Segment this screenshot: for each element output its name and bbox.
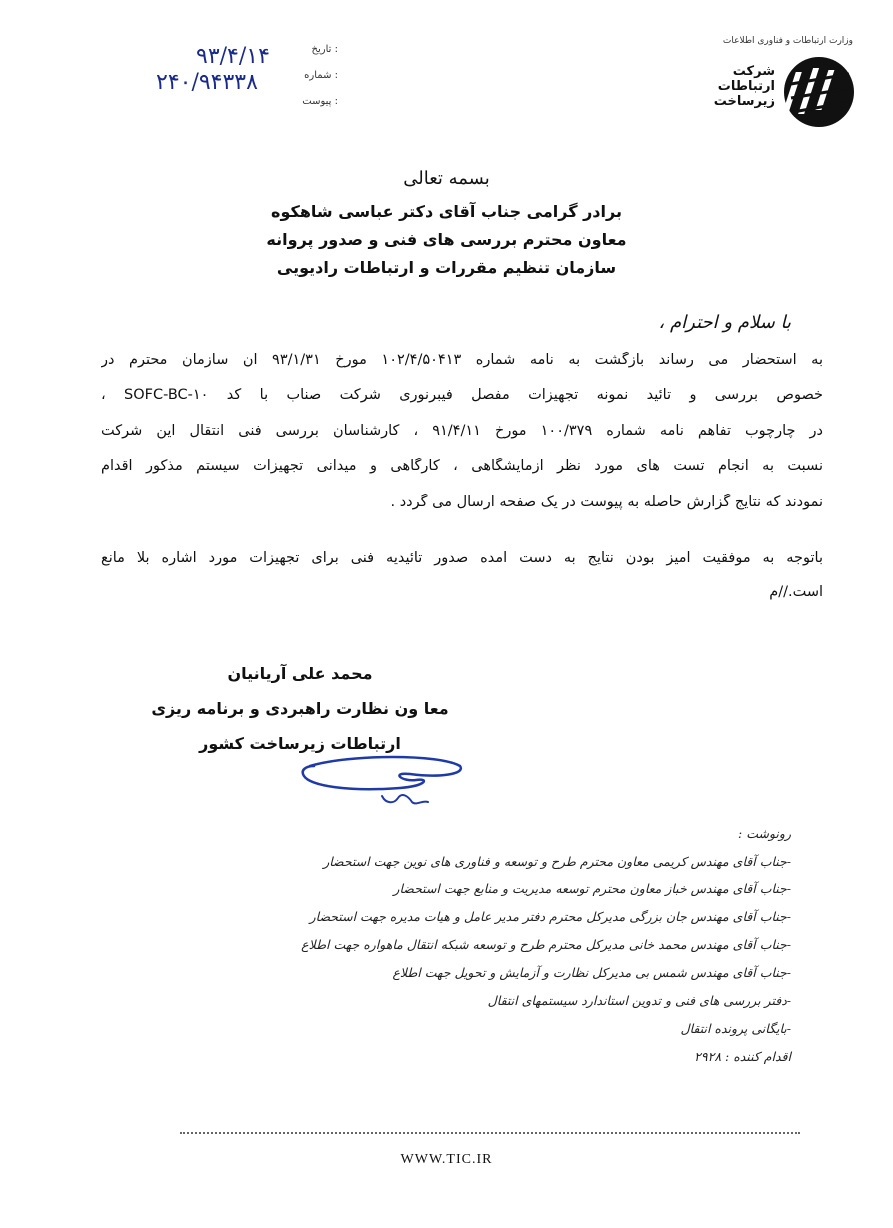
author-code: اقدام کننده : ۲۹۲۸ xyxy=(694,1049,791,1064)
body-line-3: در چارچوب تفاهم نامه شماره ۱۰۰/۳۷۹ مورخ ۹۱/۴/۱۱ ، کارشناسان بررسی فنی انتقال این شرکت xyxy=(101,423,823,439)
handwritten-date: ۹۳/۴/۱۴ xyxy=(196,44,270,69)
cc-item: -جناب آقای مهندس جان بزرگی مدیرکل محترم دفتر مدیر عامل و هیات مدیره جهت استحضار xyxy=(309,909,791,924)
greeting: با سلام و احترام ، xyxy=(658,312,791,333)
cc-heading: رونوشت : xyxy=(738,826,791,841)
logo-line-1: شرکت xyxy=(732,64,775,79)
number-label: : شماره xyxy=(304,70,338,81)
body-line-1: به استحضار می رساند بازگشت به نامه شماره ۱۰۲/۴/۵۰۴۱۳ مورخ ۹۳/۱/۳۱ آن سازمان محترم در xyxy=(101,352,823,368)
body-line-5: نمودند که نتایج گزارش حاصله به پیوست در یک صفحه ارسال می گردد . xyxy=(390,494,823,510)
body-line-7: است.//م xyxy=(769,584,823,600)
cc-item: -جناب آقای مهندس کریمی معاون محترم طرح و توسعه و فناوری های نوین جهت استحضار xyxy=(323,854,791,869)
logo-line-3: زیرساخت xyxy=(713,94,775,109)
ministry-name: وزارت ارتباطات و فناوری اطلاعات xyxy=(722,36,853,46)
handwritten-number: ۲۴۰/۹۴۳۳۸ xyxy=(156,70,258,95)
footer-divider xyxy=(180,1132,800,1134)
body-line-2: خصوص بررسی و تائید نمونه تجهیزات مفصل فیبرنوری شرکت صناب با کد SOFC-BC-۱۰ ، xyxy=(101,387,823,403)
cc-item: -جناب آقای مهندس خباز معاون محترم توسعه مدیریت و منابع جهت استحضار xyxy=(393,881,791,896)
cc-item: -جناب آقای مهندس شمس بی مدیرکل نظارت و آزمایش و تحویل جهت اطلاع xyxy=(392,965,791,980)
cc-item: -جناب آقای مهندس محمد خانی مدیرکل محترم طرح و توسعه شبکه انتقال ماهواره جهت اطلاع xyxy=(301,937,791,952)
basmala: بسمه تعالی xyxy=(403,168,490,189)
cc-item: -دفتر بررسی های فنی و تدوین استاندارد سیستمهای انتقال xyxy=(487,993,791,1008)
date-label: : تاریخ xyxy=(311,44,338,55)
cc-item: -بایگانی پرونده انتقال xyxy=(680,1021,791,1036)
footer-website: WWW.TIC.IR xyxy=(400,1152,493,1167)
logo-line-2: ارتباطات xyxy=(717,79,775,94)
signatory-organization: ارتباطات زیرساخت کشور xyxy=(199,734,401,753)
recipient-line-2: معاون محترم بررسی های فنی و صدور پروانه xyxy=(266,230,627,249)
attachment-label: : پیوست xyxy=(302,96,338,107)
company-logo-text xyxy=(705,64,775,109)
body-line-4: نسبت به انجام تست های مورد نظر آزمایشگاهی ، کارگاهی و میدانی تجهیزات سیستم مذکور اقدام xyxy=(101,458,823,474)
recipient-line-3: سازمان تنظیم مقررات و ارتباطات رادیویی xyxy=(276,258,617,277)
body-line-6: باتوجه به موفقیت آمیز بودن نتایج به دست آمده صدور تائیدیه فنی برای تجهیزات مورد اشاره بلا مانع xyxy=(101,550,823,566)
signatory-name: محمد علی آریانیان xyxy=(227,664,373,683)
recipient-line-1: برادر گرامی جناب آقای دکتر عباسی شاهکوه xyxy=(271,202,622,221)
signature-scribble-icon xyxy=(290,752,470,812)
company-logo-icon xyxy=(783,56,855,128)
signatory-title: معا ون نظارت راهبردی و برنامه ریزی xyxy=(151,699,449,718)
